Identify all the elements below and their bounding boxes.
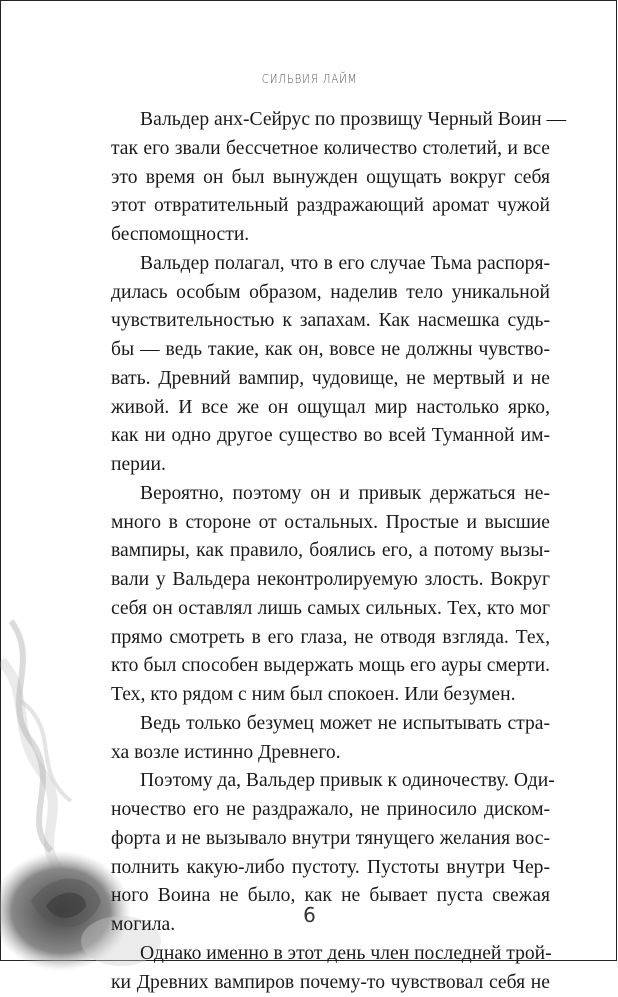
body-text [111,106,550,997]
text-line: Вероятно, поэтому он и привык держаться не- [111,480,550,509]
text-line: ночество его не раздражало, не приносило диском- [111,796,550,825]
text-line: себя он оставлял лишь самых сильных. Тех, кто мог [111,595,550,624]
text-line: ха возле истинно Древнего. [111,739,550,768]
text-line: вампиры, как правило, боялись его, а потому вызы- [111,537,550,566]
text-line: это время он был вынужден ощущать вокруг себя [111,164,550,193]
text-line: ки Древних вампиров почему-то чувствовал себя не [111,969,550,997]
text-line: Вальдер анх-Сейрус по прозвищу Черный Воин — [111,106,550,135]
text-line: этот отвратительный раздражающий аромат чужой [111,192,550,221]
text-line: чувствительностью к запахам. Как насмешка судь- [111,307,550,336]
text-line: прямо смотреть в его глаза, не отводя взгляда. Тех, [111,624,550,653]
running-header: СИЛЬВИЯ ЛАЙМ [47,72,571,86]
text-line: так его звали бессчетное количество столетий, и все [111,135,550,164]
text-line: перии. [111,451,550,480]
text-line: Ведь только безумец может не испытывать стра- [111,710,550,739]
text-line: могила. [111,911,550,940]
text-line: как ни одно другое существо во всей Туманной им- [111,422,550,451]
text-line: вать. Древний вампир, чудовище, не мертвый и не [111,365,550,394]
text-line: Тех, кто рядом с ним был спокоен. Или безумен. [111,681,550,710]
page-number: 6 [1,903,618,927]
text-line: Однако именно в этот день член последней трой- [111,940,550,969]
text-line: вали у Вальдера неконтролируемую злость. Вокруг [111,566,550,595]
text-line: беспомощности. [111,221,550,250]
text-line: ного Воина не было, как не бывает пуста свежая [111,882,550,911]
text-line: Поэтому да, Вальдер привык к одиночеству. Оди- [111,767,550,796]
text-line: бы — ведь такие, как он, вовсе не должны чувство- [111,336,550,365]
text-line: живой. И все же он ощущал мир настолько ярко, [111,394,550,423]
text-line: дилась особым образом, наделив тело уникальной [111,279,550,308]
text-line: кто был способен выдержать мощь его ауры смерти. [111,652,550,681]
text-line: полнить какую-либо пустоту. Пустоты внутри Чер- [111,854,550,883]
text-line: форта и не вызывало внутри тянущего желания вос- [111,825,550,854]
text-line: Вальдер полагал, что в его случае Тьма распоря- [111,250,550,279]
text-line: много в стороне от остальных. Простые и высшие [111,509,550,538]
